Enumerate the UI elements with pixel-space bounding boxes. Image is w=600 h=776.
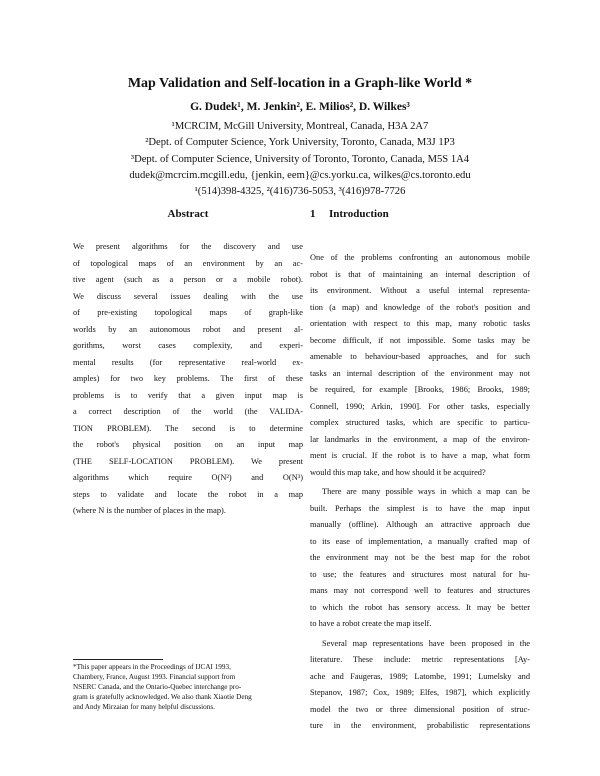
- author-list: G. Dudek¹, M. Jenkin², E. Milios², D. Wilkes³: [190, 101, 410, 113]
- affiliations: [0, 119, 600, 200]
- intro-paragraph-2: [310, 484, 530, 633]
- body-line: ment is crucial. If the robot is to have a map, what form: [310, 451, 530, 460]
- abstract-column: [73, 208, 303, 520]
- abstract-line: steps to validate and locate the robot in a map: [73, 489, 303, 499]
- abstract-line: of pre-existing topological maps of graph-like: [73, 308, 303, 317]
- body-line: manually (offline). Although an attractive approach due: [310, 520, 530, 529]
- email-line: dudek@mcrcim.mcgill.edu, {jenkin, eem}@cs.yorku.ca, wilkes@cs.toronto.edu: [129, 169, 471, 181]
- paper-title: Map Validation and Self-location in a Graph-like World *: [127, 76, 473, 91]
- footnote-line: *This paper appears in the Proceedings of IJCAI 1993,: [73, 663, 231, 671]
- abstract-line: tive agent (such as a person or a mobile robot).: [73, 275, 303, 284]
- body-line: would this map take, and how should it be acquired?: [310, 467, 486, 477]
- body-line: There are many possible ways in which a map can be: [322, 487, 530, 496]
- body-line: lar landmarks in the environment, a map of the environ-: [310, 434, 530, 444]
- affiliation-line: ²Dept. of Computer Science, York University, Toronto, Canada, M3J 1P3: [145, 137, 455, 149]
- abstract-line: worlds by an autonomous robot and present al-: [73, 324, 303, 334]
- abstract-heading: Abstract: [167, 208, 209, 220]
- body-line: Several map representations have been proposed in the: [322, 638, 530, 648]
- abstract-line: We present algorithms for the discovery and use: [73, 242, 303, 251]
- body-line: be required, for example [Brooks, 1986; Brooks, 1989;: [310, 385, 530, 394]
- body-line: its environment. Without a useful internal representa-: [310, 286, 530, 295]
- body-line: Connell, 1990; Arkin, 1990]. For other tasks, especially: [310, 401, 530, 411]
- abstract-line: (where N is the number of places in the map).: [73, 506, 226, 515]
- body-line: robot is that of maintaining an internal description of: [310, 269, 530, 279]
- abstract-line: gorithms, worst cases complexity, and experi-: [73, 341, 303, 350]
- body-line: to which the robot has sensory access. It may be better: [310, 602, 530, 612]
- footnote-line: Chambery, France, August 1993. Financial support from: [73, 673, 236, 681]
- intro-paragraph-3: [310, 636, 530, 735]
- abstract-line: problems is to verify that a given input map is: [73, 390, 303, 400]
- section-title: Introduction: [329, 208, 389, 220]
- body-line: One of the problems confronting an autonomous mobile: [310, 253, 530, 262]
- affiliation-line: ³Dept. of Computer Science, University of Toronto, Toronto, Canada, M5S 1A4: [130, 153, 470, 165]
- footnote-line: NSERC Canada, and the Ontario-Quebec interchange pro-: [73, 683, 242, 691]
- body-line: become difficult, if not impossible. Some tasks may be: [310, 335, 530, 345]
- body-line: orientation with respect to this map, many robotic tasks: [310, 319, 530, 328]
- footnote: [73, 659, 303, 712]
- section-number: 1: [310, 208, 316, 220]
- body-line: amenable to behaviour-based approaches, and for such: [310, 352, 530, 361]
- affiliation-line: ¹MCRCIM, McGill University, Montreal, Canada, H3A 2A7: [171, 121, 429, 132]
- body-line: the environment may not be the best map for the robot: [310, 553, 530, 562]
- body-line: ache and Faugeras, 1989; Latombe, 1991; Lumelsky and: [310, 671, 530, 681]
- abstract-line: a correct description of the world (the VALIDA-: [73, 407, 303, 416]
- body-line: to have a robot create the map itself.: [310, 619, 432, 628]
- abstract-line: of topological maps of an environment by an ac-: [73, 258, 303, 268]
- body-line: built. Perhaps the simplest is to have the map input: [310, 503, 530, 513]
- footnote-line: and Andy Mirzaian for many helpful discussions.: [73, 703, 215, 711]
- abstract-body: [73, 239, 303, 520]
- body-line: mans may not correspond well to features and structures: [310, 586, 530, 595]
- phone-line: ¹(514)398-4325, ²(416)736-5053, ³(416)978-7726: [194, 186, 406, 198]
- body-line: literature. These include: metric representations [Ay-: [310, 655, 530, 664]
- introduction-column: [310, 208, 530, 738]
- section-heading: [310, 208, 530, 220]
- body-line: Stepanov, 1987; Cox, 1989; Elfes, 1987], which explicitly: [310, 688, 530, 697]
- body-line: tion (a map) and knowledge of the robot's position and: [310, 302, 530, 312]
- body-line: to its ease of implementation, a manually crafted map of: [310, 536, 530, 546]
- body-line: complex structured tasks, which are specific to particu-: [310, 418, 530, 427]
- intro-paragraph-1: [310, 250, 530, 481]
- abstract-line: We discuss several issues dealing with the use: [73, 291, 303, 301]
- abstract-line: mental results (for representative real-world ex-: [73, 357, 303, 367]
- body-line: to use; the features and structures most natural for hu-: [310, 569, 530, 579]
- footnote-line: gram is gratefully acknowledged. We also thank Xiaotie Deng: [73, 693, 252, 701]
- body-line: tasks an internal description of the environment may not: [310, 368, 530, 378]
- abstract-line: (THE SELF-LOCATION PROBLEM). We present: [73, 456, 303, 466]
- abstract-line: amples) for two key problems. The first of these: [73, 374, 303, 383]
- body-line: ture in the environment, probabilistic representations: [310, 721, 530, 730]
- abstract-line: TION PROBLEM). The second is to determine: [73, 423, 303, 433]
- body-line: model the two or three dimensional position of struc-: [310, 704, 530, 714]
- abstract-line: algorithms which require O(N²) and O(N³): [73, 473, 303, 482]
- abstract-line: the robot's physical position on an input map: [73, 440, 303, 449]
- footnote-rule: [73, 659, 163, 660]
